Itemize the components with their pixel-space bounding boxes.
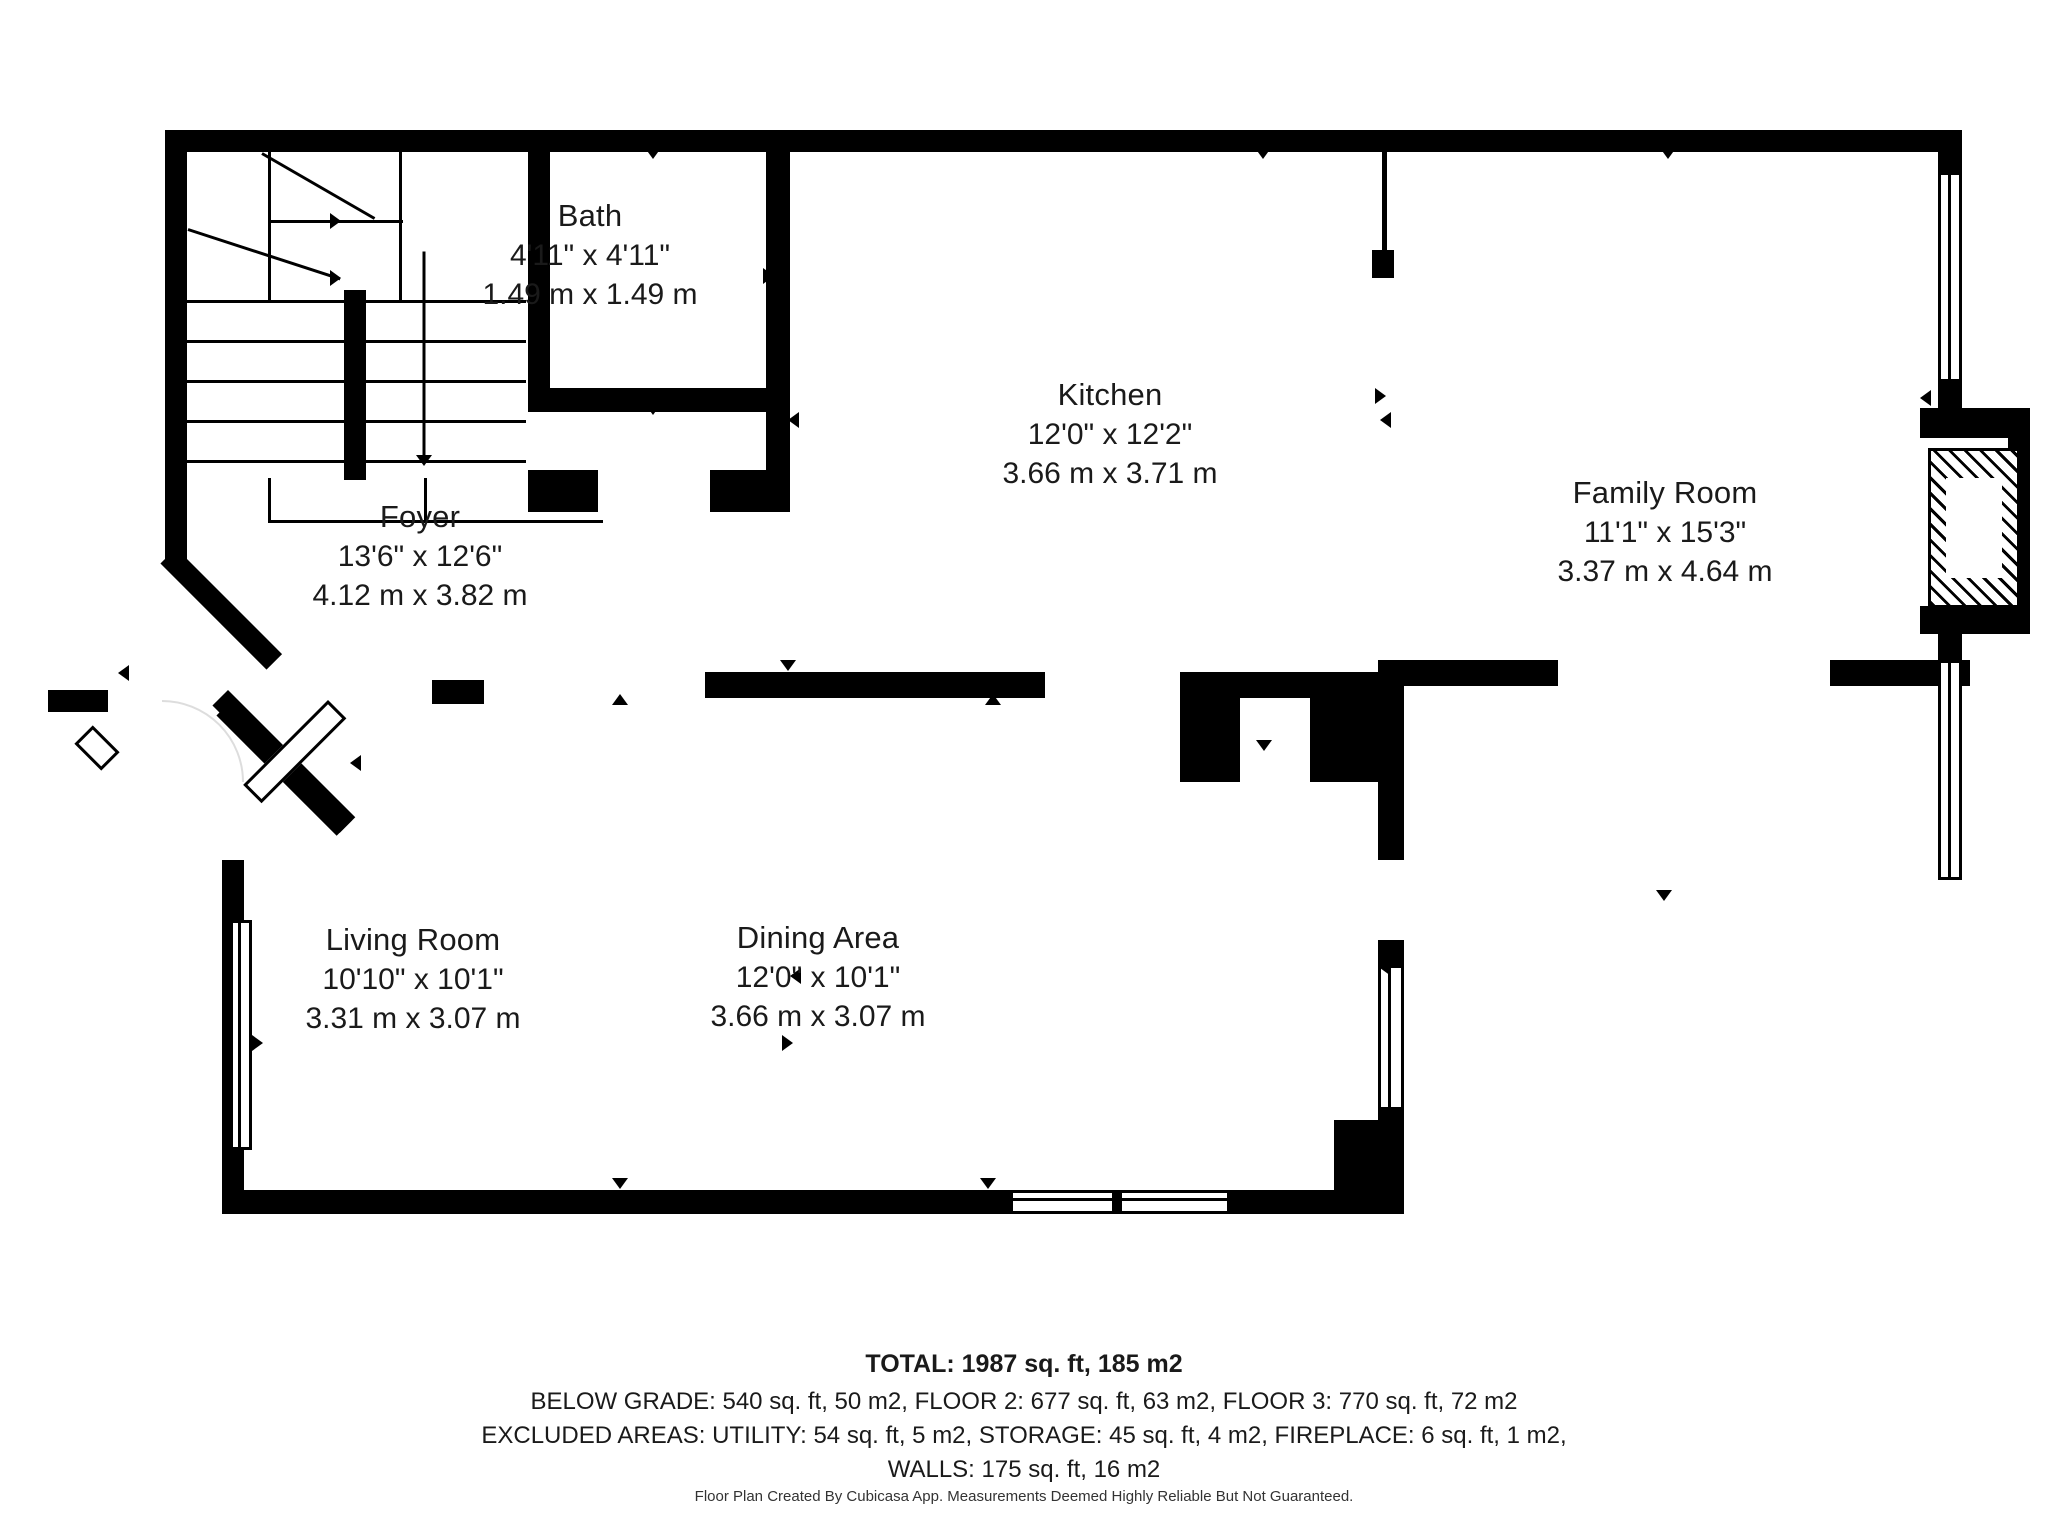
room-name: Bath (557, 198, 623, 233)
wall-living-top (432, 680, 484, 704)
door-arc-front (80, 700, 244, 864)
stair-direction-arrow-2 (330, 270, 341, 286)
wall-fireplace-bottom (1920, 606, 2030, 634)
room-dim-metric: 3.66 m x 3.07 m (710, 1000, 926, 1034)
room-name: Foyer (379, 499, 461, 534)
wall-tick (645, 148, 661, 159)
room-name: Kitchen (1057, 377, 1163, 412)
room-dim-imperial: 4'11" x 4'11" (509, 239, 671, 273)
stair-direction-line-1 (261, 152, 375, 220)
wall-top (165, 130, 1960, 152)
stair-step (366, 380, 526, 383)
wall-tick (780, 660, 796, 671)
stair-step (366, 420, 526, 423)
window-foyer-bay (74, 725, 119, 770)
room-dim-imperial: 10'10" x 10'1" (322, 963, 504, 997)
stair-direction-line-2 (188, 228, 341, 280)
wall-tick (980, 1178, 996, 1189)
stair-step (187, 380, 345, 383)
wall-tick (118, 665, 129, 681)
room-dim-imperial: 11'1" x 15'3" (1583, 516, 1747, 550)
room-dim-metric: 1.49 m x 1.49 m (482, 278, 698, 312)
wall-tick (1656, 890, 1672, 901)
wall-tick (1375, 388, 1386, 404)
room-dim-imperial: 13'6" x 12'6" (337, 540, 503, 574)
room-dim-metric: 4.12 m x 3.82 m (312, 579, 528, 613)
area-breakdown-line-3: WALLS: 175 sq. ft, 16 m2 (887, 1456, 1161, 1484)
room-label-foyer (210, 497, 630, 615)
room-label-family-room (1455, 473, 1875, 591)
wall-tick (985, 694, 1001, 705)
stair-step (366, 460, 526, 463)
room-label-bath (390, 196, 790, 314)
fireplace-firebox (1946, 478, 2002, 578)
wall-tick (782, 1035, 793, 1051)
wall-tick (1920, 390, 1931, 406)
room-dim-metric: 3.66 m x 3.71 m (1002, 457, 1218, 491)
room-label-living-room (203, 920, 623, 1038)
stair-step (187, 460, 345, 463)
window-mullion-5 (1388, 965, 1391, 1110)
room-label-kitchen (900, 375, 1320, 493)
total-area: TOTAL: 1987 sq. ft, 185 m2 (865, 1350, 1183, 1378)
window-dining-right (1378, 965, 1404, 1110)
wall-tick (1380, 412, 1391, 428)
wall-tick (1255, 148, 1271, 159)
window-kitchen-top-sill (1372, 250, 1394, 278)
area-breakdown-line-2: EXCLUDED AREAS: UTILITY: 54 sq. ft, 5 m2, STORAGE: 45 sq. ft, 4 m2, FIREPLACE: 6 sq. ft, 1 m2, (481, 1422, 1567, 1450)
wall-tick (612, 1178, 628, 1189)
room-name: Dining Area (736, 920, 900, 955)
wall-tick (1380, 960, 1391, 976)
stair-step (187, 420, 345, 423)
wall-tick (645, 404, 661, 415)
room-label-dining-area (608, 918, 1028, 1036)
wall-tick (788, 412, 799, 428)
wall-tick (1660, 148, 1676, 159)
wall-bath-return (710, 470, 790, 512)
stair-rail (268, 152, 271, 300)
room-dim-metric: 3.31 m x 3.07 m (305, 1002, 521, 1036)
wall-left-upper (165, 130, 187, 560)
stair-step (187, 340, 345, 343)
window-mullion (1948, 172, 1951, 382)
stair-step (366, 340, 526, 343)
area-breakdown-line-1: BELOW GRADE: 540 sq. ft, 50 m2, FLOOR 2: 677 sq. ft, 63 m2, FLOOR 3: 770 sq. ft, 72 m2 (530, 1388, 1518, 1415)
room-dim-imperial: 12'0" x 10'1" (735, 961, 901, 995)
wall-family-notch-left (1378, 660, 1558, 686)
stair-direction-arrow-1 (330, 213, 341, 229)
wall-stair-post (344, 290, 366, 480)
window-dining-divider (1112, 1190, 1122, 1214)
credit-text: Floor Plan Created By Cubicasa App. Measurements Deemed Highly Reliable But Not Guaranteed. (694, 1488, 1354, 1505)
stair-direction-arrow-3 (416, 455, 432, 466)
wall-kitchen-pillar-block (1310, 672, 1392, 782)
wall-kitchen-pillar-top (1180, 672, 1310, 698)
wall-tick (1256, 740, 1272, 751)
stair-step (187, 300, 345, 303)
wall-tick (350, 755, 361, 771)
area-summary (0, 1350, 2048, 1487)
room-dim-metric: 3.37 m x 4.64 m (1557, 555, 1773, 589)
room-dim-imperial: 12'0" x 12'2" (1027, 418, 1193, 452)
wall-bath-right (766, 130, 790, 510)
wall-tick (612, 694, 628, 705)
wall-bay-corner (48, 690, 108, 712)
room-name: Family Room (1572, 475, 1758, 510)
window-mullion-2 (1948, 660, 1951, 880)
room-name: Living Room (325, 922, 501, 957)
